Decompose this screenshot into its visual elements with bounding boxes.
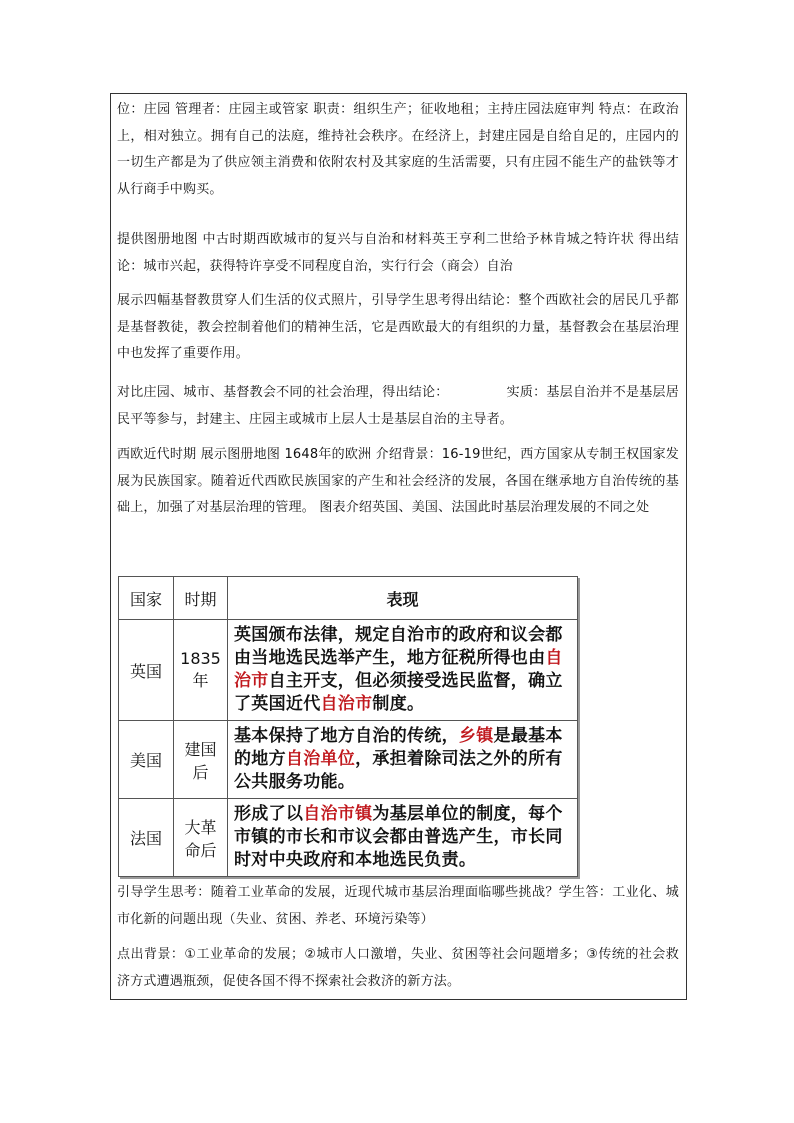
cell-country: 美国 (119, 721, 174, 799)
highlight-text: 乡镇 (458, 726, 494, 746)
highlight-text: 自治市镇 (303, 804, 373, 824)
header-period: 时期 (174, 577, 228, 620)
paragraph-city: 提供图册地图 中古时期西欧城市的复兴与自治和材料英王亨利二世给予林肯城之特许状 得出结论：城市兴起，获得特许享受不同程度自治，实行行会（商会）自治 (117, 232, 679, 274)
highlight-text: 自治市 (320, 694, 373, 714)
cell-performance (228, 799, 578, 877)
paragraph-background-points: 点出背景：①工业革命的发展；②城市人口激增，失业、贫困等社会问题增多；③传统的社会救济方式遭遇瓶颈，促使各国不得不探索社会救济的新方法。 (117, 947, 679, 989)
paragraph-challenges: 引导学生思考：随着工业革命的发展，近现代城市基层治理面临哪些挑战？学生答：工业化、城市化新的问题出现（失业、贫困、养老、环境污染等） (117, 885, 679, 927)
conclusion-lead: 对比庄园、城市、基督教会不同的社会治理，得出结论： (117, 385, 449, 400)
table-row (119, 799, 578, 877)
text-segment: 为基层单位的制度，每个市镇的市长和市议会都由普选产生，市长同时对中央政府和本地选民负责。 (234, 804, 563, 870)
text-segment: 是最基本的地方 (234, 726, 563, 769)
highlight-text: 自治市 (234, 648, 563, 691)
text-segment: 形成了以 (234, 804, 304, 824)
header-country: 国家 (119, 577, 174, 620)
comparison-table (118, 576, 578, 877)
text-segment: 基本保持了地方自治的传统， (234, 726, 459, 746)
paragraph-conclusion (117, 380, 679, 433)
table-row (119, 620, 578, 721)
cell-country: 英国 (119, 620, 174, 721)
text-segment: 制度。 (372, 694, 425, 714)
cell-performance (228, 620, 578, 721)
paragraph-manor: 位：庄园 管理者：庄园主或管家 职责：组织生产；征收地租；主持庄园法庭审判 特点：在政治上，相对独立。拥有自己的法庭，维持社会秩序。在经济上，封建庄园是自给自足的，庄园内的一切生产都是为了供应领主消费和依附农村及其家庭的生活需要，只有庄园不能生产的盐铁等才从行商手中购买。 (117, 102, 679, 197)
text-segment: 英国颁布法律，规定自治市的政府和议会都由当地选民选举产生，地方征税所得也由 (234, 625, 563, 668)
table-row (119, 721, 578, 799)
paragraph-church: 展示四幅基督教贯穿人们生活的仪式照片，引导学生思考得出结论：整个西欧社会的居民几乎都是基督教徒，教会控制着他们的精神生活，它是西欧最大的有组织的力量，基督教会在基层治理中也发挥了重要作用。 (117, 293, 679, 361)
text-segment: 自主开支，但必须接受选民监督，确立了英国近代 (234, 671, 563, 714)
paragraph-modern-background: 西欧近代时期 展示图册地图 1648年的欧洲 介绍背景：16-19世纪，西方国家从专制王权国家发展为民族国家。随着近代西欧民族国家的产生和社会经济的发展，各国在继承地方自治传统的基础上，加强了对基层治理的管理。 图表介绍英国、美国、法国此时基层治理发展的不同之处 (117, 447, 679, 515)
cell-period: 1835 年 (174, 620, 228, 721)
cell-period: 建国 后 (174, 721, 228, 799)
cell-country: 法国 (119, 799, 174, 877)
highlight-text: 自治单位 (285, 749, 356, 769)
cell-performance (228, 721, 578, 799)
cell-period: 大革 命后 (174, 799, 228, 877)
table-header-row (119, 577, 578, 620)
conclusion-essence: 实质：基层自治并不是基层居民平等参与，封建主、庄园主或城市上层人士是基层自治的主导者。 (117, 385, 679, 427)
header-performance: 表现 (228, 577, 578, 620)
text-segment: ，承担着除司法之外的所有公共服务功能。 (234, 749, 563, 792)
